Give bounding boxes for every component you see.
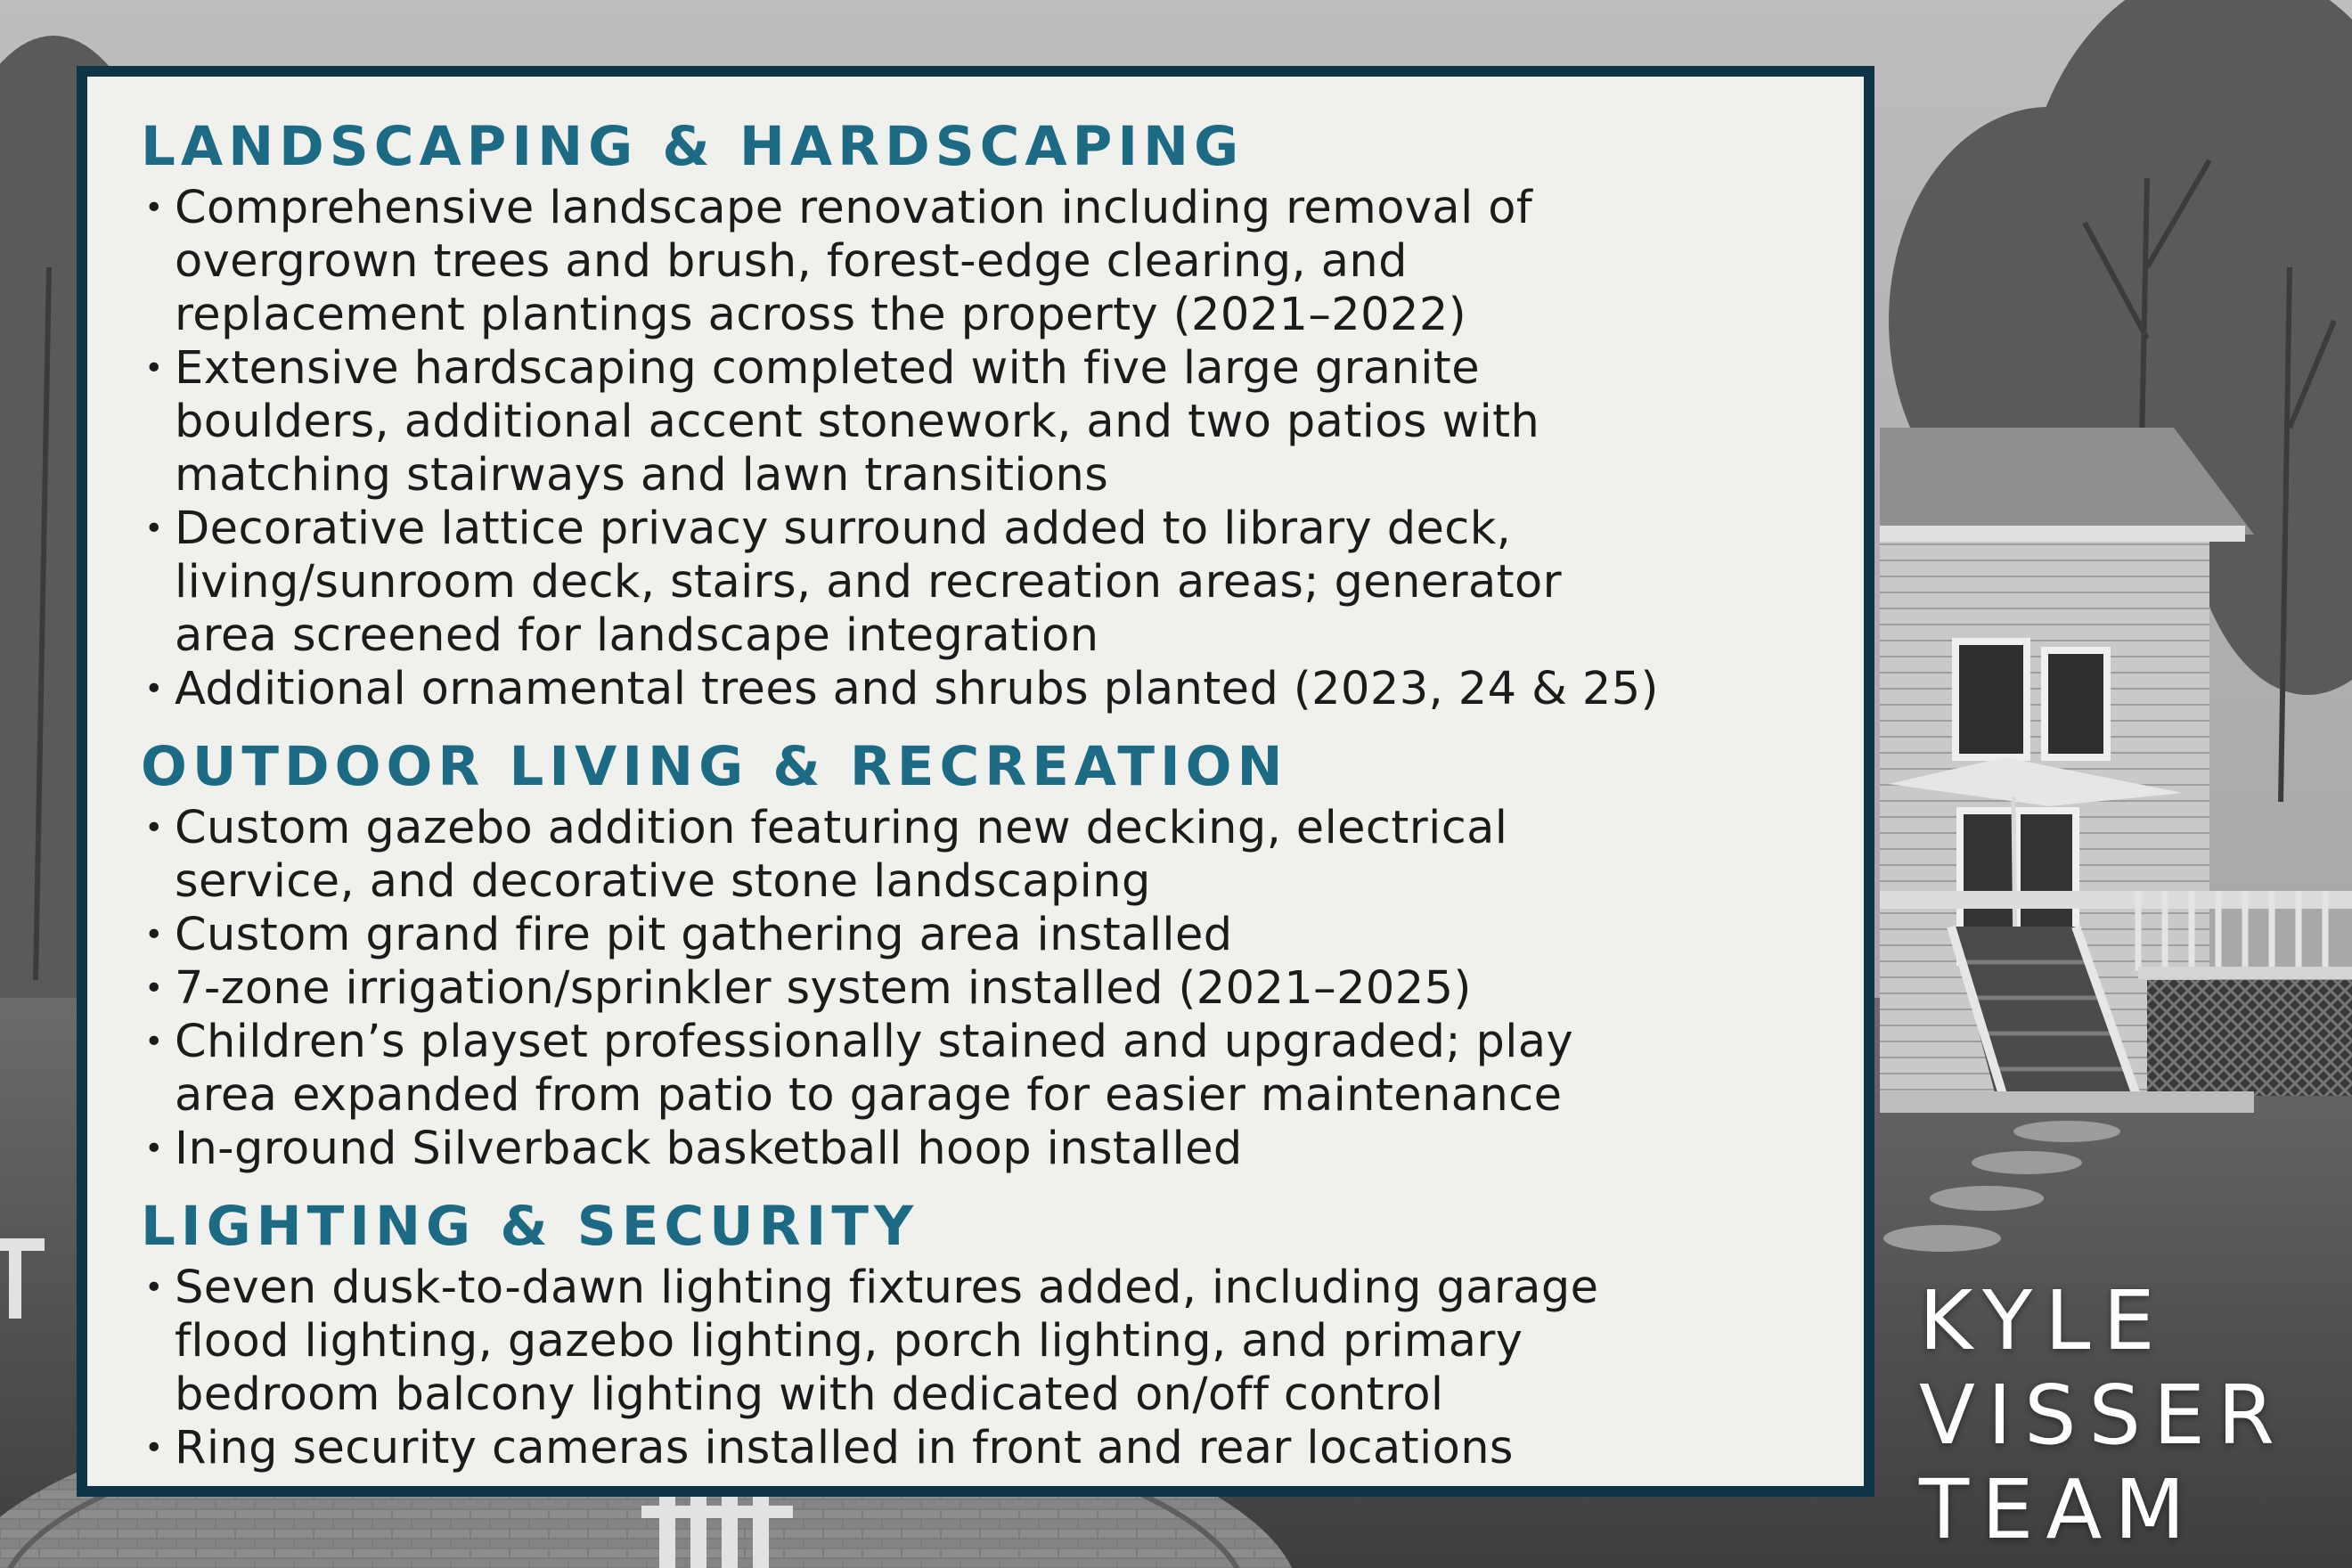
list-item: [141, 1422, 1828, 1475]
bullet-icon: •: [144, 510, 164, 547]
list-item-text: Comprehensive landscape renovation including removal of: [175, 182, 1533, 234]
list-item-text: Additional ornamental trees and shrubs planted (2023, 24 & 25): [175, 663, 1659, 715]
list-item: [141, 502, 1828, 663]
list-item-text: overgrown trees and brush, forest-edge clearing, and: [175, 235, 1408, 288]
list-item: [141, 909, 1828, 962]
brand-line: KYLE: [1919, 1273, 2168, 1368]
bullet-icon: •: [144, 190, 164, 226]
section-title: LANDSCAPING & HARDSCAPING: [141, 115, 1245, 178]
list-item-text: replacement plantings across the property (2021–2022): [175, 289, 1466, 341]
list-item: [141, 1123, 1828, 1176]
list-item-text: area expanded from patio to garage for easier maintenance: [175, 1069, 1563, 1122]
brand-line: TEAM: [1919, 1462, 2198, 1557]
list-item: [141, 182, 1828, 342]
brand-logo: [1919, 1274, 2338, 1557]
list-item: [141, 342, 1828, 502]
bullet-icon: •: [144, 350, 164, 387]
list-item: [141, 802, 1828, 909]
list-item: [141, 663, 1828, 716]
list-item-text: Decorative lattice privacy surround added to library deck,: [175, 502, 1512, 555]
bullet-icon: •: [144, 1024, 164, 1060]
section-title: OUTDOOR LIVING & RECREATION: [141, 735, 1288, 798]
list-item-text: Ring security cameras installed in front and rear locations: [175, 1422, 1514, 1474]
list-item: [141, 1262, 1828, 1422]
section-title: LIGHTING & SECURITY: [141, 1195, 919, 1258]
list-item-text: area screened for landscape integration: [175, 609, 1099, 662]
list-item-text: flood lighting, gazebo lighting, porch lighting, and primary: [175, 1315, 1523, 1368]
list-item-text: boulders, additional accent stonework, and two patios with: [175, 396, 1540, 448]
list-item-text: Children’s playset professionally stained and upgraded; play: [175, 1016, 1574, 1068]
section-lighting-security: [141, 1192, 1828, 1475]
bullet-icon: •: [144, 1131, 164, 1167]
bullet-icon: •: [144, 1430, 164, 1466]
list-item-text: In-ground Silverback basketball hoop installed: [175, 1123, 1243, 1175]
section-landscaping: [141, 112, 1828, 716]
brand-line: VISSER: [1919, 1368, 2287, 1463]
list-item-text: 7-zone irrigation/sprinkler system installed (2021–2025): [175, 962, 1472, 1015]
bullet-icon: •: [144, 1270, 164, 1306]
list-item: [141, 1016, 1828, 1123]
list-item-text: living/sunroom deck, stairs, and recreation areas; generator: [175, 556, 1562, 608]
bullet-icon: •: [144, 917, 164, 953]
list-item-text: Seven dusk-to-dawn lighting fixtures added, including garage: [175, 1262, 1599, 1314]
bullet-icon: •: [144, 671, 164, 707]
list-item-text: Extensive hardscaping completed with five large granite: [175, 342, 1480, 395]
list-item-text: Custom gazebo addition featuring new decking, electrical: [175, 802, 1508, 854]
features-card: [77, 66, 1874, 1497]
list-item-text: Custom grand fire pit gathering area installed: [175, 909, 1233, 961]
section-outdoor-living: [141, 732, 1828, 1176]
bullet-icon: •: [144, 810, 164, 846]
bullet-icon: •: [144, 970, 164, 1007]
bullet-list: [141, 1262, 1828, 1475]
bullet-list: [141, 182, 1828, 716]
list-item-text: service, and decorative stone landscaping: [175, 855, 1151, 908]
list-item: [141, 962, 1828, 1016]
list-item-text: bedroom balcony lighting with dedicated on/off control: [175, 1368, 1444, 1421]
bullet-list: [141, 802, 1828, 1176]
list-item-text: matching stairways and lawn transitions: [175, 449, 1109, 502]
